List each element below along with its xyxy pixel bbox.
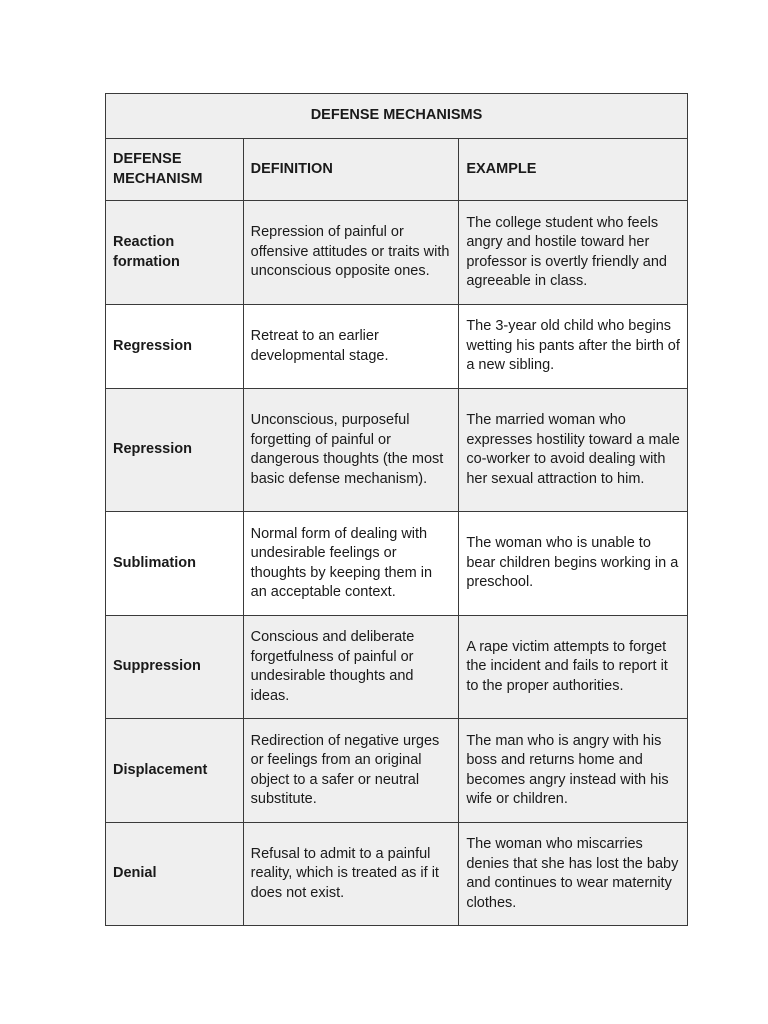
mechanism-example: The woman who is unable to bear children begins working in a preschool.	[459, 512, 688, 616]
header-example: EXAMPLE	[459, 139, 688, 201]
table-row	[106, 823, 688, 926]
mechanism-name: Reaction formation	[106, 201, 244, 305]
mechanism-definition: Retreat to an earlier developmental stage.	[243, 305, 459, 389]
table-row	[106, 201, 688, 305]
mechanism-definition: Normal form of dealing with undesirable feelings or thoughts by keeping them in an acceptable context.	[243, 512, 459, 616]
mechanism-definition: Conscious and deliberate forgetfulness of painful or undesirable thoughts and ideas.	[243, 616, 459, 719]
table-header-row	[106, 139, 688, 201]
mechanism-name: Denial	[106, 823, 244, 926]
mechanism-name: Repression	[106, 389, 244, 512]
header-defense-mechanism-line1: DEFENSE	[113, 151, 182, 167]
mechanism-example: The woman who miscarries denies that she has lost the baby and continues to wear maternity clothes.	[459, 823, 688, 926]
header-defense-mechanism	[106, 139, 244, 201]
mechanism-example: The college student who feels angry and hostile toward her professor is overtly friendly and agreeable in class.	[459, 201, 688, 305]
table-row	[106, 512, 688, 616]
mechanism-name: Displacement	[106, 719, 244, 823]
table-title: DEFENSE MECHANISMS	[106, 94, 688, 139]
mechanism-example: A rape victim attempts to forget the incident and fails to report it to the proper authorities.	[459, 616, 688, 719]
header-defense-mechanism-line2: MECHANISM	[113, 170, 203, 187]
mechanism-example: The 3-year old child who begins wetting his pants after the birth of a new sibling.	[459, 305, 688, 389]
mechanism-definition: Unconscious, purposeful forgetting of painful or dangerous thoughts (the most basic defense mechanism).	[243, 389, 459, 512]
mechanism-definition: Refusal to admit to a painful reality, which is treated as if it does not exist.	[243, 823, 459, 926]
header-definition: DEFINITION	[243, 139, 459, 201]
mechanism-definition: Redirection of negative urges or feelings from an original object to a safer or neutral substitute.	[243, 719, 459, 823]
mechanism-example: The man who is angry with his boss and returns home and becomes angry instead with his wife or children.	[459, 719, 688, 823]
mechanism-name: Sublimation	[106, 512, 244, 616]
table-row	[106, 616, 688, 719]
mechanism-name: Suppression	[106, 616, 244, 719]
defense-mechanisms-table	[105, 93, 688, 926]
table-row	[106, 719, 688, 823]
mechanism-example: The married woman who expresses hostility toward a male co-worker to avoid dealing with her sexual attraction to him.	[459, 389, 688, 512]
mechanism-name: Regression	[106, 305, 244, 389]
table-title-row	[106, 94, 688, 139]
mechanism-definition: Repression of painful or offensive attitudes or traits with unconscious opposite ones.	[243, 201, 459, 305]
table-row	[106, 389, 688, 512]
table-row	[106, 305, 688, 389]
